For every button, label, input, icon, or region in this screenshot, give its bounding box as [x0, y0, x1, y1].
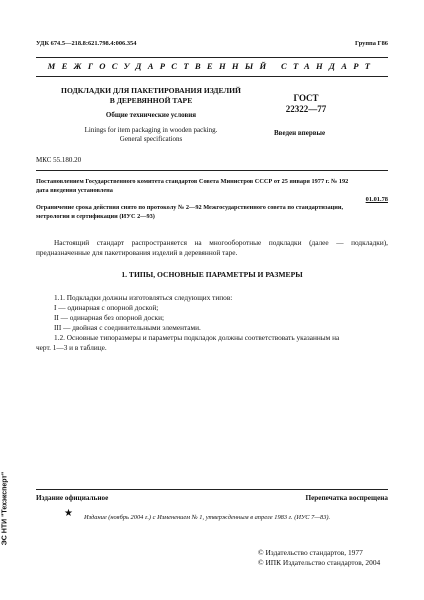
decree-line1: Постановлением Государственного комитета стандартов Совета Министров СССР от 25 января 1977 г. № 192 — [36, 178, 349, 185]
section1-p1: 1.1. Подкладки должны изготовляться следующих типов: — [54, 293, 233, 302]
type-2: II — одинарная без опорной доски; — [54, 313, 165, 322]
edition-note: Издание (ноябрь 2004 г.) с Изменением № 1, утвержденным в апреле 1983 г. (ИУС 7—83). — [84, 514, 331, 521]
sidebar-watermark-text: ЭС НТИ "Техэксперт" — [1, 471, 9, 546]
standard-banner: МЕЖГОСУДАРСТВЕННЫЙ СТАНДАРТ — [47, 61, 377, 71]
reprint-prohibited: Перепечатка воспрещена — [305, 494, 388, 502]
title-ru-line1: ПОДКЛАДКИ ДЛЯ ПАКЕТИРОВАНИЯ ИЗДЕЛИЙ — [61, 86, 241, 95]
section1-p2-line1: 1.2. Основные типоразмеры и параметры подкладок должны соответствовать указанным на — [54, 333, 340, 342]
decree-rule — [36, 170, 388, 171]
title-en-line1: Linings for item packaging in wooden packing. — [84, 126, 218, 134]
decree-line2: дата введения установлена — [36, 187, 113, 194]
official-edition: Издание официальное — [36, 494, 109, 502]
title-ru-line2: В ДЕРЕВЯННОЙ ТАРЕ — [109, 95, 193, 105]
section1-heading: 1. ТИПЫ, ОСНОВНЫЕ ПАРАМЕТРЫ И РАЗМЕРЫ — [121, 270, 303, 279]
type-1: I — одинарная с опорной доской; — [54, 303, 159, 312]
copyright-1977: © Издательство стандартов, 1977 — [258, 548, 363, 557]
mks-code: МКС 55.180.20 — [36, 156, 82, 164]
footer-rule — [36, 489, 388, 490]
limit-line1: Ограничение срока действия снято по протоколу № 2—92 Межгосударственного совета по стандартизации, — [36, 204, 344, 211]
group-code: Группа Г86 — [355, 40, 388, 47]
limit-line2: метрологии и сертификации (ИУС 2—93) — [36, 213, 155, 220]
title-en — [36, 126, 266, 144]
intro-paragraph: Настоящий стандарт распространяется на многооборотные подкладки (далее — подкладки), предназначенные для пакетирования изделий в деревянной таре. — [36, 238, 388, 257]
top-rule — [36, 57, 388, 58]
title-en-line2: General specifications — [119, 135, 183, 143]
banner-rule — [36, 76, 388, 77]
title-ru-subtitle: Общие технические условия — [105, 111, 197, 120]
gost-label: ГОСТ — [293, 93, 319, 103]
gost-block — [276, 93, 336, 115]
title-block — [36, 86, 266, 121]
decree-date: 01.01.78 — [365, 196, 388, 203]
star-icon: ★ — [64, 508, 73, 519]
introduced-first: Введен впервые — [274, 129, 326, 137]
udk-code: УДК 674.5—218.8:621.798.4:006.354 — [36, 40, 137, 47]
type-3: III — двойная с соединительными элементами. — [54, 323, 201, 332]
gost-number: 22322—77 — [285, 104, 327, 114]
section1-p2-line2: черт. 1—3 и в таблице. — [36, 343, 107, 352]
copyright-2004: © ИПК Издательство стандартов, 2004 — [258, 558, 381, 567]
sidebar-watermark — [0, 440, 10, 590]
